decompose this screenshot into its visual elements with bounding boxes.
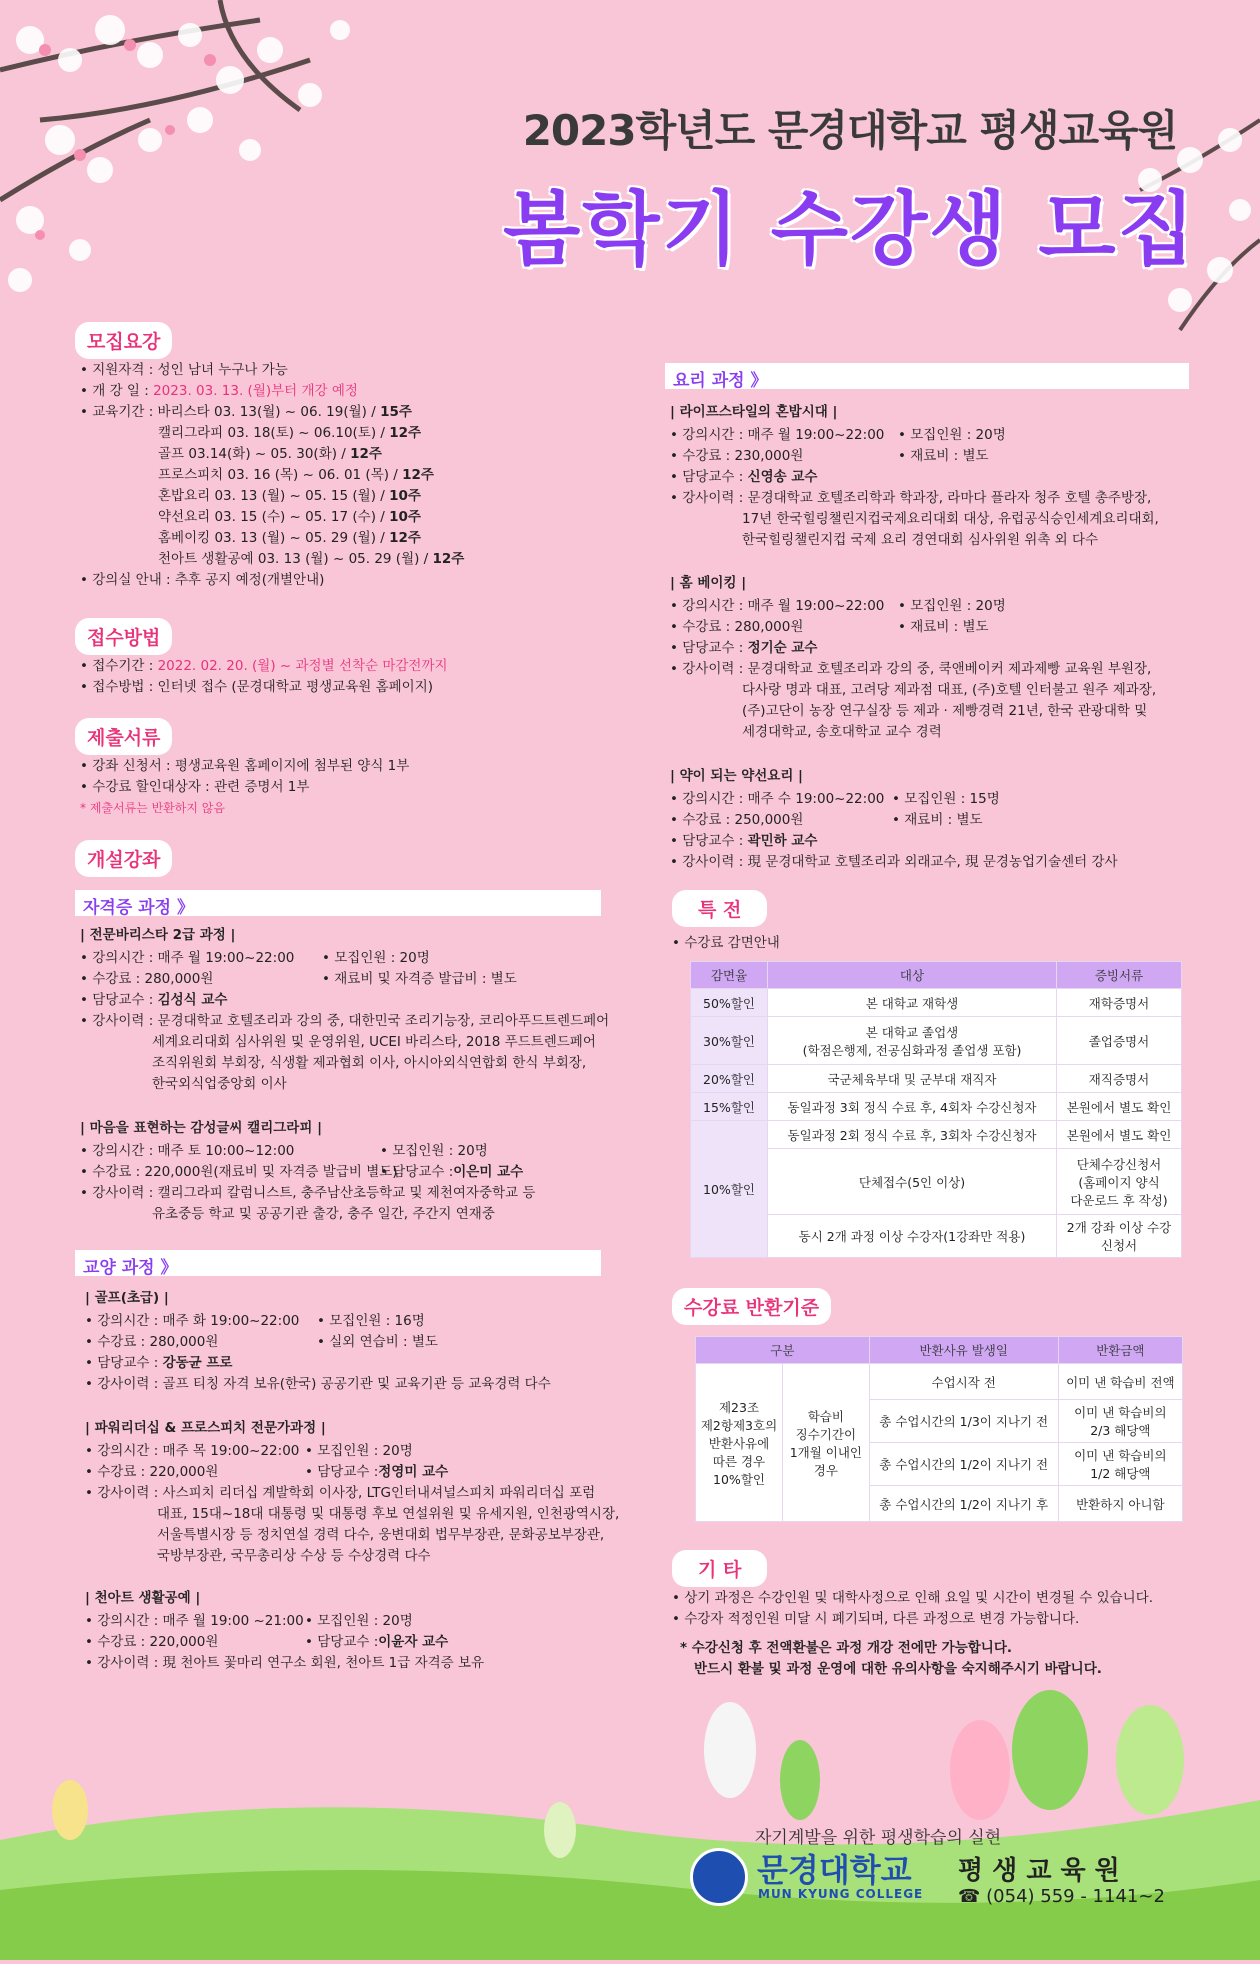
- course-title: | 천아트 생활공예 |: [85, 1590, 201, 1606]
- apply-section: [80, 656, 448, 698]
- period-row: • 교육기간 : 바리스타 03. 13(월) ~ 06. 19(월) / 15주: [80, 404, 412, 420]
- culture-speech: | 파워리더십 & 프로스피치 전문가과정 | • 강의시간 : 매주 목 19:00~22:00 • 모집인원 : 20명 • 수강료 : 220,000원 • 담당교수 :정영미 교수 • 강사이력 : 사스피치 리더십 계발학회 이사장, LTG인터내셔널스피치 파워리더십 포럼 대표, 15대~18대 대통령 및 대통령 후보 연설위원 및 유세지원, 인천광역시장, 서울특별시장 등 정치연설 경력 다수, 웅변대회 법무부장관, 문화공보부장관, 국방부장관, 국무총리상 수상 등 수상경력 다수: [85, 1420, 620, 1564]
- courses-title: 개설강좌: [75, 840, 172, 877]
- recruit-title: 모집요강: [75, 322, 172, 359]
- refund-title: 수강료 반환기준: [672, 1288, 831, 1325]
- cert-bar: 자격증 과정 》: [75, 890, 601, 916]
- footer-phone: ☎ (054) 559 - 1141~2: [958, 1886, 1165, 1907]
- recruit-open-row: • 개 강 일 : 2023. 03. 13. (월)부터 개강 예정: [80, 383, 358, 399]
- college-emblem-icon: [690, 1848, 748, 1906]
- table-row: 총 수업시간의 1/2이 지나기 전 이미 낸 학습비의 1/2 해당액: [696, 1443, 1183, 1486]
- docs-item: • 수강료 할인대상자 : 관련 증명서 1부: [80, 779, 310, 795]
- course-title: | 마음을 표현하는 감성글씨 캘리그라피 |: [80, 1120, 323, 1136]
- header-title: 봄학기 수강생 모집: [503, 183, 1197, 276]
- table-row: 15%할인 동일과정 3회 정식 수료 후, 4회차 수강신청자 본원에서 별도 확인: [691, 1093, 1182, 1121]
- docs-note: * 제출서류는 반환하지 않음: [80, 801, 225, 815]
- benefits-title: 특 전: [672, 890, 767, 927]
- recruit-section: [80, 360, 464, 591]
- footer-institute: 평 생 교 육 원: [958, 1856, 1120, 1886]
- course-title: | 라이프스타일의 혼밥시대 |: [670, 404, 838, 420]
- period-row: 혼밥요리 03. 13 (월) ~ 05. 15 (월) / 10주: [158, 488, 421, 504]
- period-row: 프로스피치 03. 16 (목) ~ 06. 01 (목) / 12주: [158, 467, 434, 483]
- docs-item: • 강좌 신청서 : 평생교육원 홈페이지에 첨부된 양식 1부: [80, 758, 410, 774]
- table-row: 동시 2개 과정 이상 수강자(1강좌만 적용) 2개 강좌 이상 수강신청서: [691, 1215, 1182, 1258]
- culture-golf: | 골프(초급) | • 강의시간 : 매주 화 19:00~22:00 • 모집인원 : 16명 • 수강료 : 280,000원 • 실외 연습비 : 별도 • 담당교수 : 강동균 프로 • 강사이력 : 골프 티칭 자격 보유(한국) 공공기관 및 교육기관 등 교육경력 다수: [85, 1290, 551, 1392]
- benefits-intro: • 수강료 감면안내: [672, 935, 780, 951]
- footer-univ: 문경대학교: [757, 1851, 912, 1889]
- footer-slogan: 자기계발을 위한 평생학습의 실현: [755, 1828, 1002, 1848]
- cooking-baking: | 홈 베이킹 | • 강의시간 : 매주 월 19:00~22:00 • 모집인원 : 20명 • 수강료 : 280,000원 • 재료비 : 별도 • 담당교수 : 정기순 교수 • 강사이력 : 문경대학교 호텔조리과 강의 중, 쿡앤베이커 제과제빵 교육원 부원장, 다사랑 명과 대표, 고려당 제과점 대표, (주)호텔 인터불고 원주 제과장, (주)고단이 농장 연구실장 등 제과 · 제빵경력 21년, 한국 관광대학 및 세경대학교, 송호대학교 교수 경력: [670, 575, 1157, 740]
- footer-univ-en: MUN KYUNG COLLEGE: [758, 1887, 924, 1901]
- refund-table: 구분 반환사유 발생일 반환금액 제23조 제2항제3호의 반환사유에 따른 경우 10%할인 학습비 징수기간이 1개월 이내인 경우 수업시작 전 이미 낸 학습비 전액 총 수업시간의 1/3이 지나기 전 이미 낸 학습비의 2/3 해당액 총 수업시간의 1/2이 지나기 전 이미 낸 학습비의 1/2 해당액 총 수업시간의 1/2이 지나기 후 반환하지 아니함: [695, 1336, 1183, 1522]
- period-row: 약선요리 03. 15 (수) ~ 05. 17 (수) / 10주: [158, 509, 421, 525]
- course-title: | 파워리더십 & 프로스피치 전문가과정 |: [85, 1420, 326, 1436]
- period-row: 캘리그라피 03. 18(토) ~ 06.10(토) / 12주: [158, 425, 422, 441]
- docs-section: [80, 756, 409, 819]
- blossom-branch-left: [0, 0, 420, 330]
- apply-period: • 접수기간 : 2022. 02. 20. (월) ~ 과정별 선착순 마감전까지: [80, 658, 448, 674]
- apply-method: • 접수방법 : 인터넷 접수 (문경대학교 평생교육원 홈페이지): [80, 679, 434, 695]
- header-subtitle: 2023학년도 문경대학교 평생교육원: [522, 106, 1178, 155]
- cert-barista: | 전문바리스타 2급 과정 | • 강의시간 : 매주 월 19:00~22:00 • 모집인원 : 20명 • 수강료 : 280,000원 • 재료비 및 자격증 발급비 : 별도 • 담당교수 : 김성식 교수 • 강사이력 : 문경대학교 호텔조리과 강의 중, 대한민국 조리기능장, 코리아푸드트렌드페어 세계요리대회 심사위원 및 운영위원, UCEI 바리스타, 2018 푸드트렌드페어 조직위원회 부회장, 식생활 제과협회 이사, 아시아외식연합회 한식 부회장, 한국외식업중앙회 이사: [80, 927, 610, 1092]
- cert-calligraphy: | 마음을 표현하는 감성글씨 캘리그라피 | • 강의시간 : 매주 토 10:00~12:00 • 모집인원 : 20명 • 수강료 : 220,000원(재료비 및 자격증 발급비 별도) • 담당교수 :이은미 교수 • 강사이력 : 캘리그라피 칼럼니스트, 충주남산초등학교 및 제천여자중학교 등 유초중등 학교 및 공공기관 출강, 충주 일간, 주간지 연재중: [80, 1120, 536, 1222]
- table-row: 단체접수(5인 이상) 단체수강신청서 (홈페이지 양식 다운로드 후 작성): [691, 1149, 1182, 1215]
- table-row: 총 수업시간의 1/3이 지나기 전 이미 낸 학습비의 2/3 해당액: [696, 1400, 1183, 1443]
- period-row: 홈베이킹 03. 13 (월) ~ 05. 29 (월) / 12주: [158, 530, 421, 546]
- docs-title: 제출서류: [75, 718, 172, 755]
- period-row: 골프 03.14(화) ~ 05. 30(화) / 12주: [158, 446, 382, 462]
- cooking-medicinal: | 약이 되는 약선요리 | • 강의시간 : 매주 수 19:00~22:00 • 모집인원 : 15명 • 수강료 : 250,000원 • 재료비 : 별도 • 담당교수 : 곽민하 교수 • 강사이력 : 現 문경대학교 호텔조리과 외래교수, 現 문경농업기술센터 강사: [670, 768, 1118, 870]
- table-row: 30%할인 본 대학교 졸업생 (학점은행제, 전공심화과정 졸업생 포함) 졸업증명서: [691, 1017, 1182, 1065]
- culture-fabric-art: | 천아트 생활공예 | • 강의시간 : 매주 월 19:00 ~21:00 • 모집인원 : 20명 • 수강료 : 220,000원 • 담당교수 :이윤자 교수 • 강사이력 : 現 천아트 꽃마리 연구소 회원, 천아트 1급 자격증 보유: [85, 1590, 485, 1671]
- course-title: | 약이 되는 약선요리 |: [670, 768, 803, 784]
- table-row: 10%할인 동일과정 2회 정식 수료 후, 3회차 수강신청자 본원에서 별도 확인: [691, 1121, 1182, 1149]
- table-row: 50%할인 본 대학교 재학생 재학증명서: [691, 989, 1182, 1017]
- discount-table: 감면율 대상 증빙서류 50%할인 본 대학교 재학생 재학증명서 30%할인 본 대학교 졸업생 (학점은행제, 전공심화과정 졸업생 포함) 졸업증명서 20%할인 국군체육부대 및 군부대 재직자 재직증명서 15%할인 동일과정 3회 정식 수료 후, 4회차 수강신청자 본원에서 별도 확인 10%할인 동일과정 2회 정식 수료 후, 3회차 수강신청자 본원에서 별도 확인 단체접수(5인 이상) 단체수강신청서 (홈페이지 양식 다운로드 후 작성) 동시 2개 과정 이상 수강자(1강좌만 적용) 2개 강좌 이상 수강신청서: [690, 961, 1182, 1258]
- apply-title: 접수방법: [75, 618, 172, 655]
- course-title: | 골프(초급) |: [85, 1290, 169, 1306]
- etc-section: • 상기 과정은 수강인원 및 대학사정으로 인해 요일 및 시간이 변경될 수 있습니다. • 수강자 적정인원 미달 시 폐기되며, 다른 과정으로 변경 가능합니다. * 수강신청 후 전액환불은 과정 개강 전에만 가능합니다. 반드시 환불 및 과정 운영에 대한 유의사항을 숙지해주시기 바랍니다.: [672, 1590, 1154, 1677]
- etc-title: 기 타: [672, 1550, 767, 1587]
- cooking-bar: 요리 과정 》: [665, 363, 1189, 389]
- culture-bar: 교양 과정 》: [75, 1250, 601, 1276]
- classroom-info: • 강의실 안내 : 추후 공지 예정(개별안내): [80, 572, 325, 588]
- table-row: 20%할인 국군체육부대 및 군부대 재직자 재직증명서: [691, 1065, 1182, 1093]
- landscape-illustration: [0, 1660, 1260, 1960]
- period-row: 천아트 생활공예 03. 13 (월) ~ 05. 29 (월) / 12주: [158, 551, 465, 567]
- table-row: 총 수업시간의 1/2이 지나기 후 반환하지 아니함: [696, 1486, 1183, 1522]
- open-date: 2023. 03. 13. (월)부터 개강 예정: [153, 383, 358, 399]
- course-title: | 전문바리스타 2급 과정 |: [80, 927, 236, 943]
- cooking-solo: | 라이프스타일의 혼밥시대 | • 강의시간 : 매주 월 19:00~22:00 • 모집인원 : 20명 • 수강료 : 230,000원 • 재료비 : 별도 • 담당교수 : 신영송 교수 • 강사이력 : 문경대학교 호텔조리학과 학과장, 라마다 플라자 청주 호텔 총주방장, 17년 한국힐링챌린지컵국제요리대회 대상, 유럽공식승인세계요리대회, 한국힐링챌린지컵 국제 요리 경연대회 심사위원 위촉 외 다수: [670, 404, 1159, 548]
- course-title: | 홈 베이킹 |: [670, 575, 747, 591]
- table-row: 제23조 제2항제3호의 반환사유에 따른 경우 10%할인 학습비 징수기간이 1개월 이내인 경우 수업시작 전 이미 낸 학습비 전액: [696, 1364, 1183, 1400]
- recruit-eligibility: • 지원자격 : 성인 남녀 누구나 가능: [80, 362, 288, 378]
